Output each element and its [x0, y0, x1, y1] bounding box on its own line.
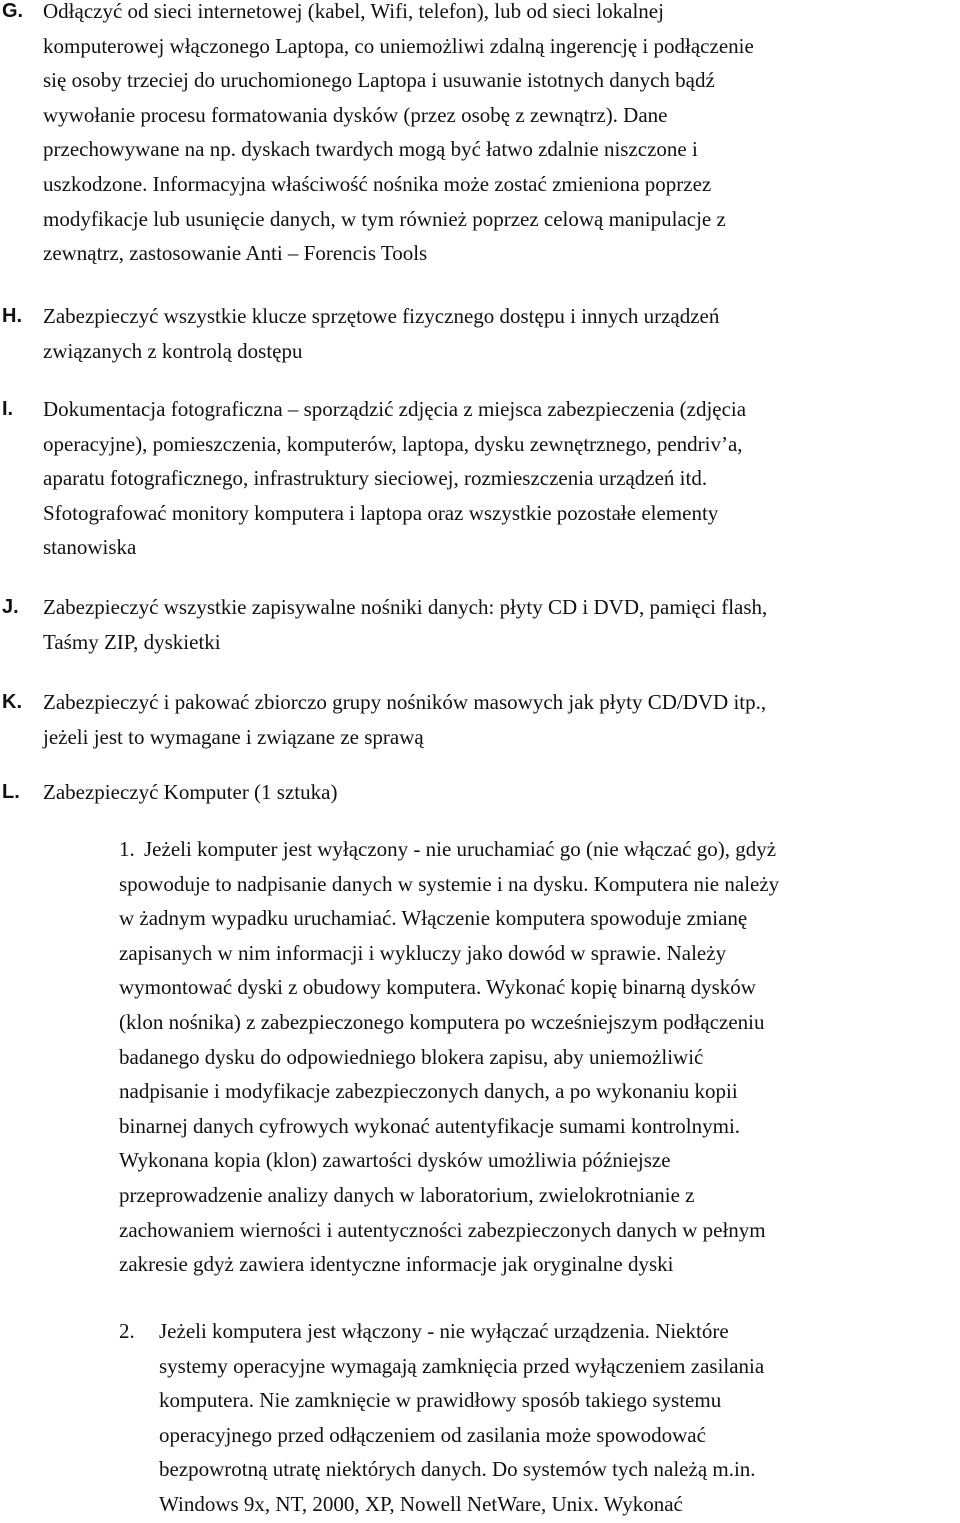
sub-item-text: Jeżeli komputera jest włączony - nie wyłączać urządzenia. Niektóre systemy operacyjne wymagają zamknięcia przed wyłączeniem zasilania komputera. Nie zamknięcie w prawidłowy sposób takiego systemu operacyjnego przed odłączeniem od zasilania może spowodować bezpowrotną utratę niektórych danych. Do systemów tych należą m.in. Windows 9x, NT, 2000, XP, Nowell NetWare, Unix. Wykonać [159, 1319, 765, 1516]
item-marker: G. [2, 0, 24, 22]
item-marker: J. [2, 596, 19, 618]
sub-item-marker: 2. [119, 1319, 135, 1343]
item-text: Odłączyć od sieci internetowej (kabel, Wifi, telefon), lub od sieci lokalnej komputerowej włączonego Laptopa, co uniemożliwi zdalną ingerencję i podłączenie się osoby trzeciej do uruchomionego Laptopa i usuwanie istotnych danych bądź wywołanie procesu formatowania dysków (przez osobę z zewnątrz). Dane przechowywane na np. dyskach twardych mogą być łatwo zdalnie niszczone i uszkodzone. Informacyjna właściwość nośnika może zostać zmieniona poprzez modyfikacje lub usunięcie danych, w tym również poprzez celową manipulacje z zewnątrz, zastosowanie Anti – Forencis Tools [43, 0, 754, 266]
item-text: Zabezpieczyć i pakować zbiorczo grupy nośników masowych jak płyty CD/DVD itp., jeżeli jest to wymagane i związane ze sprawą [43, 690, 767, 749]
item-text: Zabezpieczyć wszystkie klucze sprzętowe fizycznego dostępu i innych urządzeń związanych z kontrolą dostępu [43, 304, 720, 363]
item-text: Dokumentacja fotograficzna – sporządzić zdjęcia z miejsca zabezpieczenia (zdjęcia operacyjne), pomieszczenia, komputerów, laptopa, dysku zewnętrznego, pendriv’a, aparatu fotograficznego, infrastruktury sieciowej, rozmieszczenia urządzeń itd. Sfotografować monitory komputera i laptopa oraz wszystkie pozostałe elementy stanowiska [43, 397, 747, 560]
item-text: Zabezpieczyć Komputer (1 sztuka) [43, 780, 338, 804]
item-marker: L. [2, 781, 20, 803]
sub-item-text-first-line: Jeżeli komputer jest wyłączony - nie uruchamiać go (nie włączać go), gdyż spowoduje to nadpisanie danych w systemie i na dysku. Komputera nie należy w żadnym wypadku uruchamiać. Włączenie komputera spowoduje zmianę zapisanych w nim informacji i wykluczy jako dowód w sprawie. Należy wymontować dyski z obudowy komputera. Wykonać kopię binarną dysków (klon nośnika) z zabezpieczonego komputera po wcześniejszym podłączeniu badanego dysku do odpowiedniego blokera zapisu, aby uniemożliwić nadpisanie i modyfikacje zabezpieczonych danych, a po wykonaniu kopii binarnej danych cyfrowych wykonać autentyfikacje sumami kontrolnymi. Wykonana kopia (klon) zawartości dysków umożliwia późniejsze przeprowadzenie analizy danych w laboratorium, zwielokrotnianie z zachowaniem wierności i autentyczności zabezpieczonych danych w pełnym zakresie gdyż zawiera identyczne informacje jak oryginalne dyski [119, 837, 780, 1277]
item-text: Zabezpieczyć wszystkie zapisywalne nośniki danych: płyty CD i DVD, pamięci flash, Taśmy ZIP, dyskietki [43, 595, 768, 654]
sub-item-marker: 1. [119, 837, 135, 861]
item-marker: H. [2, 305, 22, 327]
item-marker: K. [2, 691, 22, 713]
item-marker: I. [2, 398, 14, 420]
